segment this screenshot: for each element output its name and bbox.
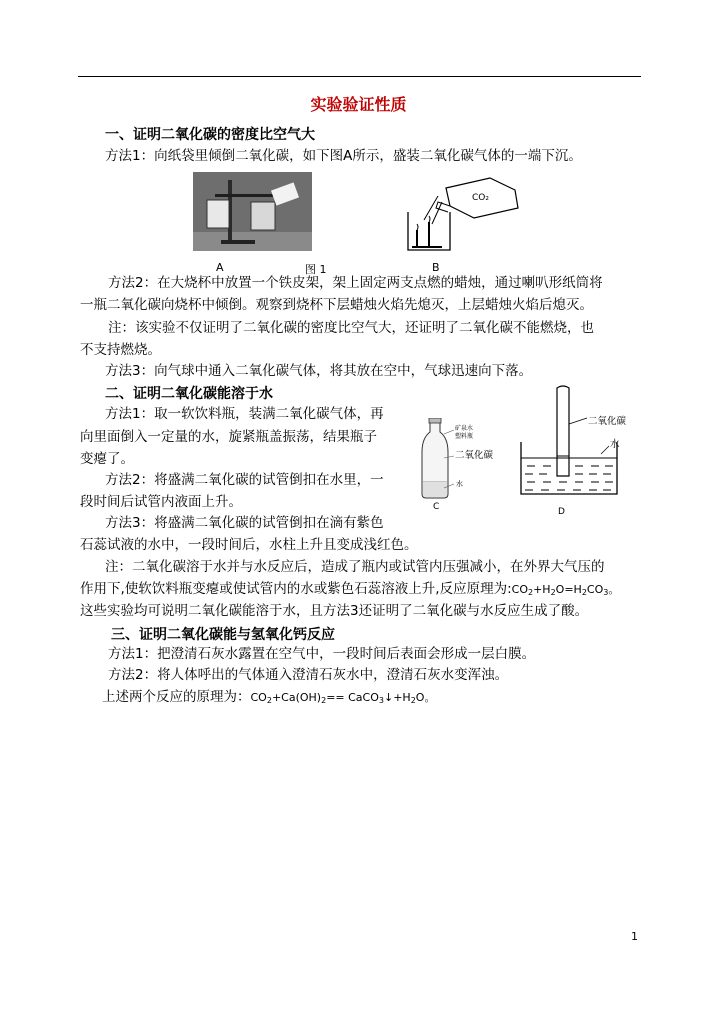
- svg-text:CO₂: CO₂: [472, 193, 489, 203]
- section2-note-line2-text: 作用下,使软饮料瓶变瘪或使试管内的水或紫色石蕊溶液上升,反应原理为:: [80, 581, 512, 597]
- figure-c-bottle: [418, 418, 513, 513]
- section1-heading: 一、证明二氧化碳的密度比空气大: [105, 127, 315, 143]
- section1-method2-line1: 方法2：在大烧杯中放置一个铁皮架，架上固定两支点燃的蜡烛，通过喇叭形纸筒将: [108, 275, 603, 291]
- section1-method2-line2: 一瓶二氧化碳向烧杯中倾倒。观察到烧杯下层蜡烛火焰先熄灭，上层蜡烛火焰后熄灭。: [80, 297, 593, 313]
- reaction-formula-carbonic: $CO_2+H_2O=H_2CO_3$。: [511, 583, 620, 597]
- section2-method1-line2: 向里面倒入一定量的水，旋紧瓶盖振荡，结果瓶子: [80, 429, 377, 445]
- section3-reaction-prefix: 上述两个反应的原理为：: [102, 689, 251, 705]
- section2-method2-line2: 段时间后试管内液面上升。: [80, 494, 242, 510]
- svg-text:C: C: [433, 502, 440, 512]
- figure-1-caption: 图 1: [305, 263, 327, 276]
- section2-note-line3: 这些实验均可说明二氧化碳能溶于水，且方法3还证明了二氧化碳与水反应生成了酸。: [80, 603, 589, 619]
- svg-text:水: 水: [456, 480, 463, 488]
- section1-note-line1: 注：该实验不仅证明了二氧化碳的密度比空气大，还证明了二氧化碳不能燃烧，也: [108, 320, 594, 336]
- figure-d-beaker: [513, 384, 638, 519]
- section3-reaction-line: [102, 687, 435, 711]
- section2-method3-line2: 石蕊试液的水中，一段时间后，水柱上升且变成浅红色。: [80, 537, 418, 553]
- section2-method1-line3: 变瘪了。: [80, 451, 134, 467]
- section2-heading: 二、证明二氧化碳能溶于水: [105, 386, 273, 402]
- figure-b-label: B: [432, 261, 440, 274]
- figure-a-photo: [193, 172, 312, 251]
- section2-method3-line1: 方法3：将盛满二氧化碳的试管倒扣在滴有紫色: [105, 515, 384, 531]
- figure-b-drawing: [402, 172, 522, 252]
- page-title: 实验验证性质: [310, 95, 407, 114]
- page-number: 1: [631, 930, 638, 943]
- figure-a-label: A: [216, 261, 224, 274]
- svg-text:塑料瓶: 塑料瓶: [455, 433, 474, 440]
- svg-text:二氧化碳: 二氧化碳: [455, 450, 494, 461]
- section2-note-line2: [80, 579, 619, 603]
- svg-text:矿泉水: 矿泉水: [455, 425, 474, 432]
- section1-method3: 方法3：向气球中通入二氧化碳气体，将其放在空中，气球迅速向下落。: [105, 363, 533, 379]
- section1-method1: 方法1：向纸袋里倾倒二氧化碳，如下图A所示，盛装二氧化碳气体的一端下沉。: [105, 148, 582, 164]
- section2-note-line1: 注：二氧化碳溶于水并与水反应后，造成了瓶内或试管内压强减小，在外界大气压的: [105, 559, 605, 575]
- section3-heading: 三、证明二氧化碳能与氢氧化钙反应: [111, 627, 335, 643]
- header-rule: [78, 76, 641, 77]
- section1-note-line2: 不支持燃烧。: [80, 342, 161, 358]
- reaction-formula-limewater: $CO_2+Ca(OH)_2==$ $CaCO_3↓+H_2O$。: [250, 691, 436, 705]
- section3-method1: 方法1：把澄清石灰水露置在空气中，一段时间后表面会形成一层白膜。: [108, 646, 536, 662]
- section3-method2: 方法2：将人体呼出的气体通入澄清石灰水中，澄清石灰水变浑浊。: [108, 667, 509, 683]
- svg-text:D: D: [558, 507, 565, 517]
- section2-method2-line1: 方法2：将盛满二氧化碳的试管倒扣在水里，一: [105, 472, 384, 488]
- svg-text:二氧化碳: 二氧化碳: [588, 416, 627, 427]
- section2-method1-line1: 方法1：取一软饮料瓶，装满二氧化碳气体，再: [105, 406, 384, 422]
- svg-text:水: 水: [610, 439, 620, 450]
